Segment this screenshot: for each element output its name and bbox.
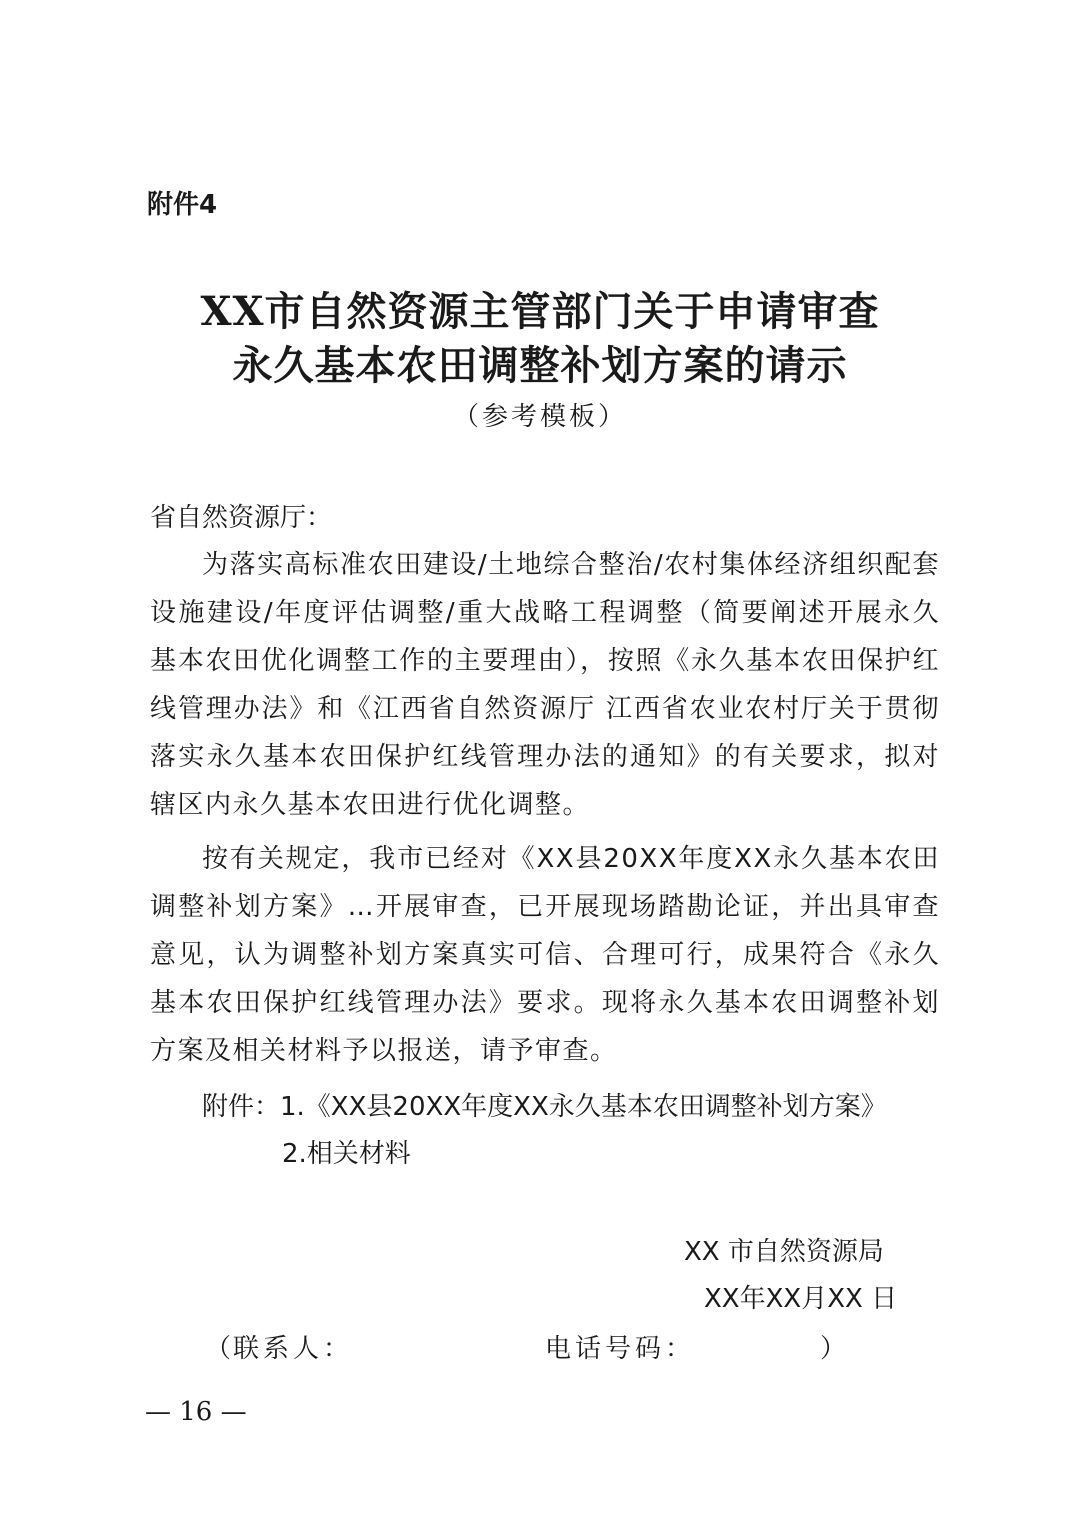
document-title-line-2: 永久基本农田调整补划方案的请示 <box>232 342 848 389</box>
attachment-item-2: 2.相关材料 <box>282 1139 411 1169</box>
body-paragraph-2: 按有关规定，我市已经对《XX县20XX年度XX永久基本农田调整补划方案》…开展审查，已开展现场踏勘论证，并出具审查意见，认为调整补划方案真实可信、合理可行，成果符合《永久基本农田保护红线管理办法》要求。现将永久基本农田调整补划方案及相关材料予以报送，请予审查。 <box>150 844 940 1066</box>
contact-phone-label: 电话号码： <box>545 1334 696 1364</box>
document-subtitle: （参考模板） <box>452 402 627 432</box>
body-paragraph-1: 为落实高标准农田建设/土地综合整治/农村集体经济组织配套设施建设/年度评估调整/重大战略工程调整（简要阐述开展永久基本农田优化调整工作的主要理由），按照《永久基本农田保护红线管理办法》和《江西省自然资源厅 江西省农业农村厅关于贯彻落实永久基本农田保护红线管理办法的通知》的有关要求，拟对辖区内永久基本农田进行优化调整。 <box>150 550 940 820</box>
page-number: — 16 — <box>145 1397 247 1427</box>
salutation: 省自然资源厅： <box>150 503 333 533</box>
attachment-item-1: 附件：1.《XX县20XX年度XX永久基本农田调整补划方案》 <box>202 1092 887 1122</box>
signature-organization: XX 市自然资源局 <box>684 1237 884 1267</box>
contact-close-paren: ） <box>820 1334 847 1364</box>
contact-person-label: 联系人： <box>233 1334 354 1364</box>
contact-open-paren: （ <box>205 1334 232 1364</box>
document-title-line-1: XX市自然资源主管部门关于申请审查 <box>200 288 880 335</box>
signature-date: XX年XX月XX 日 <box>704 1284 898 1314</box>
contact-line <box>205 1328 845 1368</box>
attachment-label: 附件4 <box>147 190 218 220</box>
